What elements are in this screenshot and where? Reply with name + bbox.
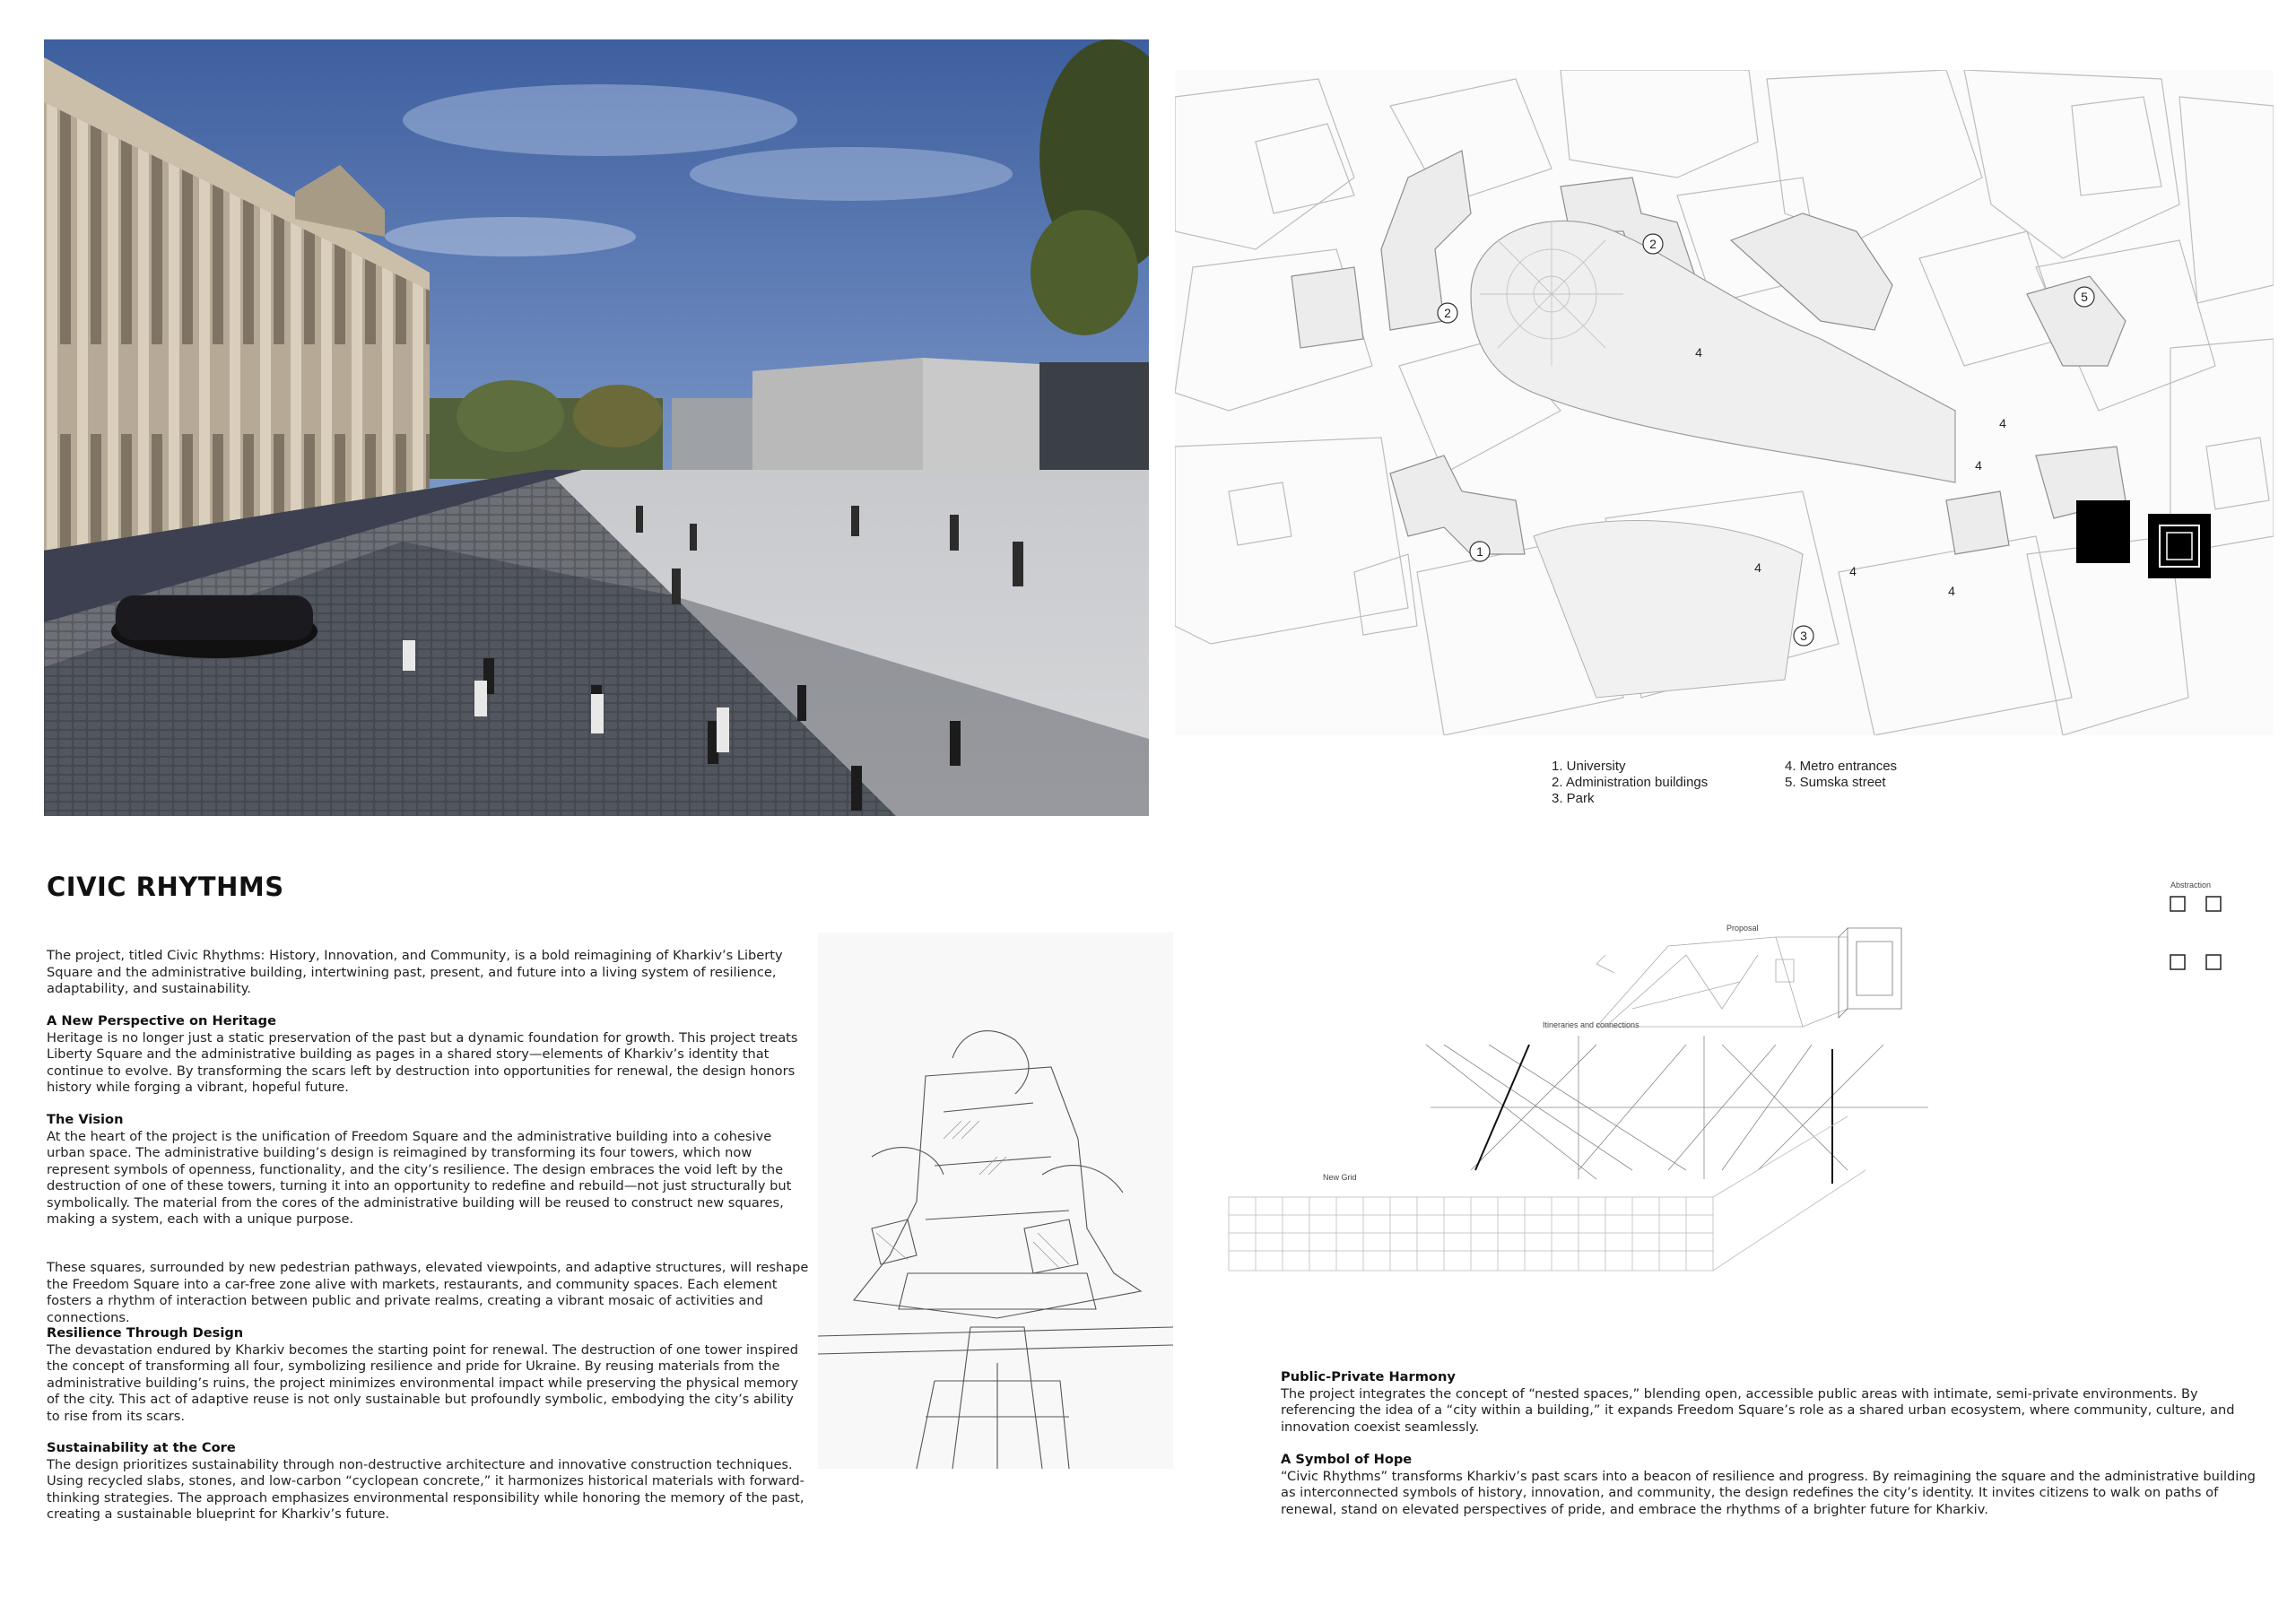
- concept-diagrams: [1220, 874, 2278, 1287]
- sketch-drawing: [818, 933, 1173, 1469]
- section-heading: Resilience Through Design: [47, 1325, 244, 1341]
- site-plan-map: [1175, 70, 2274, 735]
- legend-col-1: [1552, 759, 1708, 807]
- plan-marker-2b: 2: [1649, 237, 1657, 251]
- section-heading: Sustainability at the Core: [47, 1440, 236, 1455]
- plan-marker-4b: 4: [1999, 416, 2006, 430]
- plan-marker-4a: 4: [1695, 345, 1702, 360]
- section-body: The devastation endured by Kharkiv becomes the starting point for renewal. The destruction of one tower inspired the concept of transforming all four, symbolizing resilience and pride for Ukraine. By reusing materials from the administrative building’s ruins, the project minimizes environmental impact while preserving the physical memory of the city. This act of adaptive reuse is not only sustainable but profoundly symbolic, embodying the city’s ability to rise from its scars.: [47, 1341, 799, 1424]
- site-plan-drawing: [1175, 70, 2274, 735]
- plan-marker-4d: 4: [1849, 564, 1857, 578]
- legend-university: 1. University: [1552, 759, 1626, 774]
- plan-marker-3: 3: [1800, 629, 1807, 643]
- section-body: Heritage is no longer just a static preservation of the past but a dynamic foundation for growth. This project treats Liberty Square and the administrative building as pages in a shared story—elements of Kharkiv’s identity that continue to evolve. By transforming the scars left by destruction into opportunities for renewal, the design honors history while forging a vibrant, hopeful future.: [47, 1029, 798, 1095]
- legend-sumska: 5. Sumska street: [1785, 775, 1886, 790]
- section-body: These squares, surrounded by new pedestrian pathways, elevated viewpoints, and adaptive structures, will reshape the Freedom Square into a car-free zone alive with markets, restaurants, and community spaces. Each element fosters a rhythm of interaction between public and private realms, creating a vibrant mosaic of activities and connections.: [47, 1260, 809, 1325]
- label-abstraction: Abstraction: [2170, 881, 2212, 890]
- page-title: CIVIC RHYTHMS: [47, 872, 284, 902]
- section-body: “Civic Rhythms” transforms Kharkiv’s past scars into a beacon of resilience and progress. By reimagining the square and the administrative building as interconnected symbols of history, innovation, and community, the design redefines the city’s identity. It invites citizens to walk on paths of renewal, stand on elevated perspectives of pride, and embrace the rhythms of a brighter future for Kharkiv.: [1281, 1468, 2256, 1517]
- plan-marker-1: 1: [1476, 544, 1483, 559]
- legend-metro: 4. Metro entrances: [1785, 759, 1898, 774]
- label-proposal: Proposal: [1726, 924, 1759, 933]
- section-resilience: [47, 1325, 809, 1425]
- plan-marker-4f: 4: [1754, 560, 1761, 575]
- diagrams-drawing: [1220, 874, 2278, 1287]
- section-body: The design prioritizes sustainability through non-destructive architecture and innovative construction techniques. Using recycled slabs, stones, and low-carbon “cyclopean concrete,” it harmonizes historical materials with forward-thinking strategies. The approach emphasizes environmental responsibility while honoring the memory of the past, creating a sustainable blueprint for Kharkiv’s future.: [47, 1456, 804, 1522]
- section-public-private: [1281, 1369, 2263, 1436]
- plan-marker-4e: 4: [1948, 584, 1955, 598]
- plan-marker-4c: 4: [1975, 458, 1982, 473]
- legend-col-2: [1785, 759, 1897, 791]
- section-sustainability: [47, 1440, 809, 1523]
- section-heading: A Symbol of Hope: [1281, 1452, 1413, 1467]
- render-illustration: [44, 39, 1149, 816]
- section-heritage: [47, 1013, 809, 1097]
- intro-text: The project, titled Civic Rhythms: History, Innovation, and Community, is a bold reimagining of Kharkiv’s Liberty Square and the administrative building, intertwining past, present, and future into a living system of resilience, adaptability, and sustainability.: [47, 948, 783, 996]
- concept-sketch: [818, 933, 1173, 1469]
- legend-park: 3. Park: [1552, 791, 1595, 806]
- label-new-grid: New Grid: [1323, 1173, 1357, 1182]
- section-squares: [47, 1260, 809, 1326]
- legend-administration: 2. Administration buildings: [1552, 775, 1709, 790]
- section-body: The project integrates the concept of “nested spaces,” blending open, accessible public areas with intimate, semi-private environments. By referencing the idea of a “city within a building,” it expands Freedom Square’s role as a shared urban ecosystem, where community, culture, and innovation coexist seamlessly.: [1281, 1385, 2235, 1435]
- section-heading: Public-Private Harmony: [1281, 1369, 1456, 1384]
- plan-marker-2a: 2: [1444, 306, 1451, 320]
- section-heading: The Vision: [47, 1112, 124, 1127]
- intro-paragraph: [47, 948, 809, 998]
- section-body: At the heart of the project is the unification of Freedom Square and the administrative building into a cohesive urban space. The administrative building’s design is reimagined by transforming its four towers, which now represent symbols of openness, functionality, and the city’s resilience. The design embraces the void left by the destruction of one of these towers, turning it into an opportunity to redefine and rebuild—not just structurally but symbolically. The material from the cores of the administrative building will be reused to construct new squares, making a system, each with a unique purpose.: [47, 1128, 792, 1227]
- section-symbol-of-hope: [1281, 1452, 2263, 1518]
- label-itineraries: Itineraries and connections: [1543, 1020, 1639, 1029]
- project-render-image: [44, 39, 1149, 816]
- plan-marker-5: 5: [2081, 290, 2088, 304]
- section-heading: A New Perspective on Heritage: [47, 1013, 276, 1028]
- section-vision: [47, 1112, 809, 1228]
